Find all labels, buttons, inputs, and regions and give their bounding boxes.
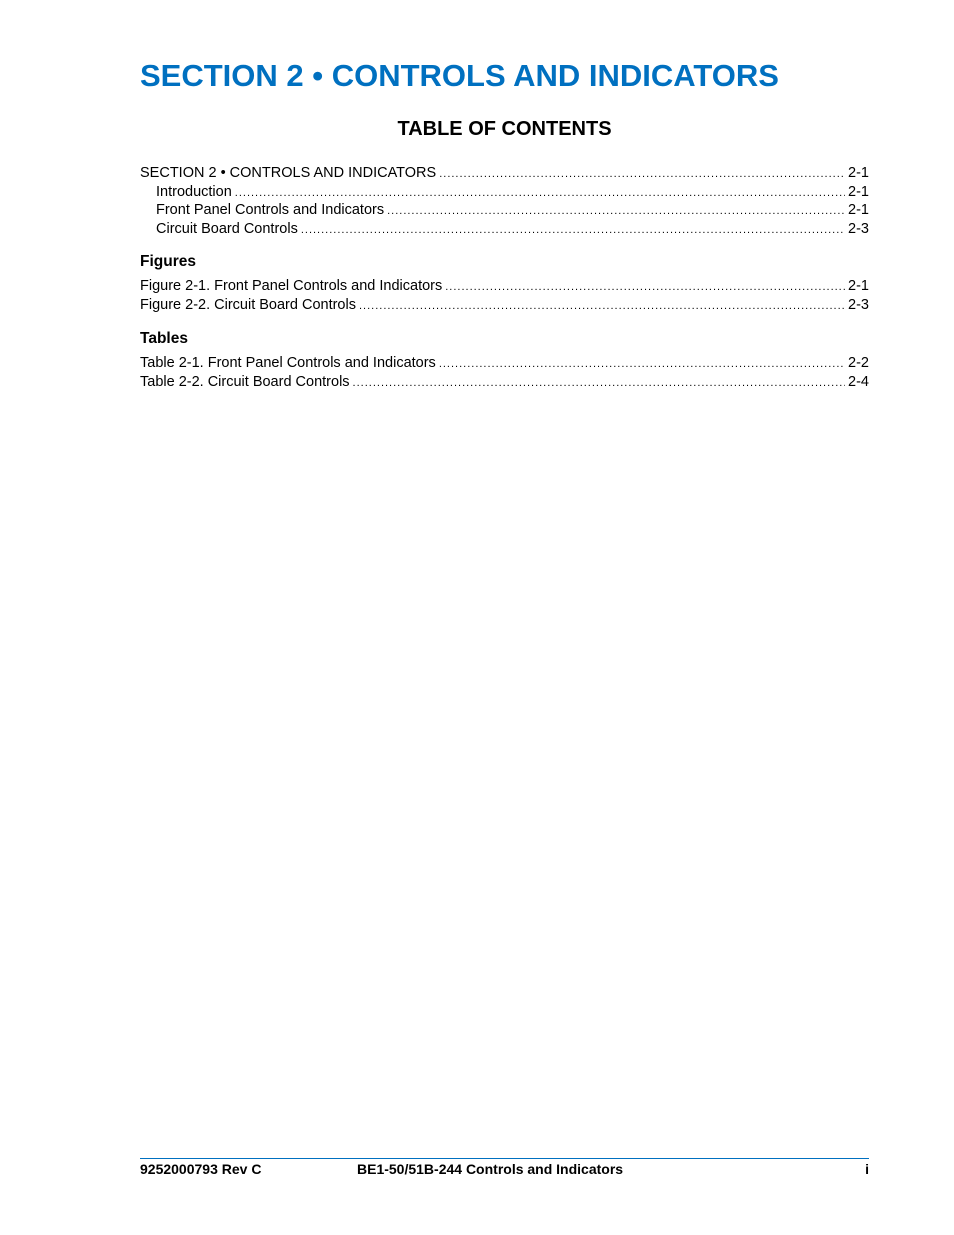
dot-leader bbox=[359, 297, 845, 315]
figure-entry-page: 2-3 bbox=[848, 296, 869, 313]
table-entry-label: Table 2-1. Front Panel Controls and Indicators bbox=[140, 355, 436, 371]
toc-entry-label: Circuit Board Controls bbox=[156, 220, 298, 237]
toc-entry-page: 2-3 bbox=[848, 220, 869, 237]
toc-entry[interactable] bbox=[140, 183, 869, 202]
dot-leader bbox=[387, 202, 845, 220]
figure-entry[interactable] bbox=[140, 296, 869, 315]
footer-page-number: i bbox=[865, 1161, 869, 1177]
footer-document-number: 9252000793 Rev C bbox=[140, 1161, 262, 1177]
table-entry-label: Table 2-2. Circuit Board Controls bbox=[140, 373, 350, 390]
table-entry[interactable] bbox=[140, 373, 869, 392]
figure-entry-page: 2-1 bbox=[848, 278, 869, 294]
figure-entry[interactable] bbox=[140, 277, 869, 296]
toc-entry[interactable] bbox=[140, 164, 869, 183]
toc-entry-page: 2-1 bbox=[848, 183, 869, 200]
tables-heading: Tables bbox=[140, 330, 188, 347]
table-entry-page: 2-2 bbox=[848, 355, 869, 371]
toc-entry-page: 2-1 bbox=[848, 165, 869, 181]
toc-entry[interactable] bbox=[140, 220, 869, 239]
figure-entry-label: Figure 2-1. Front Panel Controls and Indicators bbox=[140, 278, 443, 294]
toc-entry-label: Front Panel Controls and Indicators bbox=[156, 202, 385, 218]
toc-entry-page: 2-1 bbox=[848, 202, 869, 218]
tables-list bbox=[140, 354, 869, 391]
footer-divider bbox=[140, 1158, 869, 1159]
toc-entry[interactable] bbox=[140, 201, 869, 220]
toc-list bbox=[140, 164, 869, 238]
figures-heading: Figures bbox=[140, 253, 196, 270]
dot-leader bbox=[439, 355, 845, 373]
dot-leader bbox=[439, 165, 845, 183]
toc-title: TABLE OF CONTENTS bbox=[397, 118, 612, 140]
table-entry-page: 2-4 bbox=[848, 373, 869, 390]
toc-entry-label: SECTION 2 • CONTROLS AND INDICATORS bbox=[140, 165, 437, 181]
toc-entry-label: Introduction bbox=[156, 183, 232, 200]
dot-leader bbox=[353, 374, 845, 392]
section-title: SECTION 2 • CONTROLS AND INDICATORS bbox=[140, 58, 779, 93]
figures-list bbox=[140, 277, 869, 314]
dot-leader bbox=[301, 221, 845, 239]
figure-entry-label: Figure 2-2. Circuit Board Controls bbox=[140, 296, 356, 313]
dot-leader bbox=[235, 184, 845, 202]
dot-leader bbox=[445, 278, 845, 296]
page-footer bbox=[140, 1161, 869, 1179]
footer-document-title: BE1-50/51B-244 Controls and Indicators bbox=[357, 1161, 624, 1177]
table-entry[interactable] bbox=[140, 354, 869, 373]
